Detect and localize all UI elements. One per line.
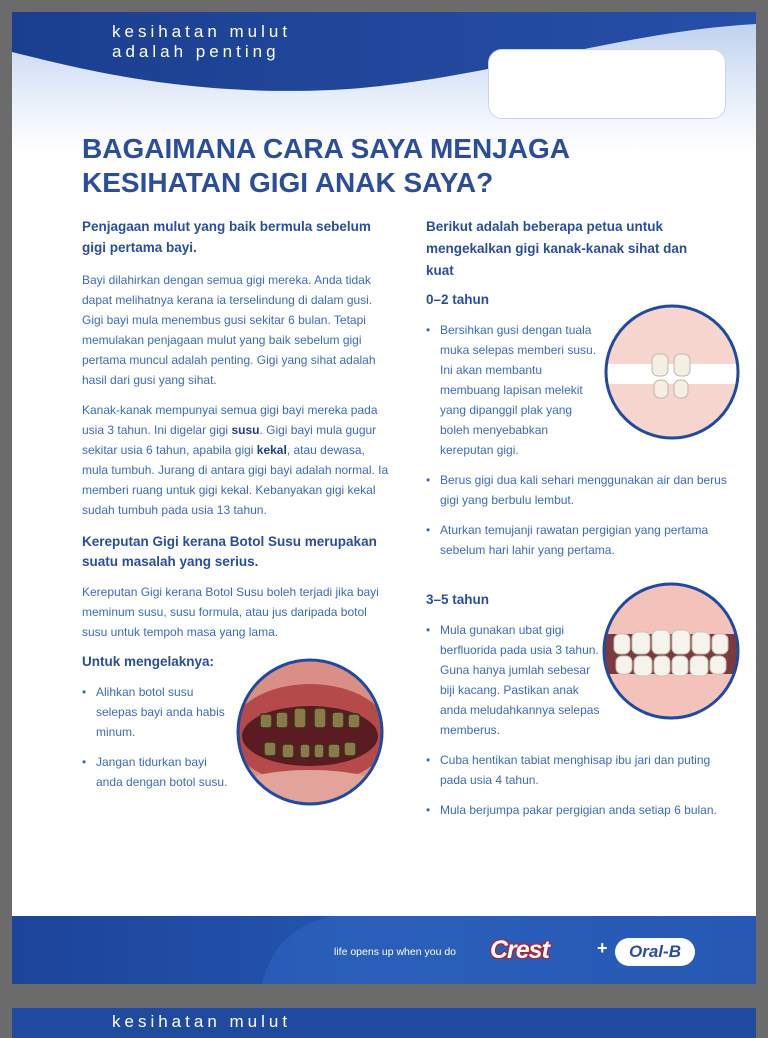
footer-band	[12, 916, 756, 984]
brand-plus: +	[597, 938, 608, 958]
list-item: • Jangan tidurkan bayi anda dengan botol susu.	[82, 752, 232, 792]
paragraph-newborn: Bayi dilahirkan dengan semua gigi mereka. Anda tidak dapat melihatnya kerana ia terselindung di dalam gusi. Gigi bayi mula menembus gusi sekitar 6 bulan. Tetapi memulakan penjagaan mulut yang baik sebelum gigi pertama muncul adalah penting. Gigi yang sihat adalah hasil dari gusi yang sihat.	[82, 273, 376, 387]
next-page-tagline: kesihatan mulut	[112, 1012, 292, 1031]
tagline-line-1: kesihatan mulut	[112, 22, 292, 41]
next-page-header	[12, 1008, 756, 1038]
subhead-bottle-decay: Kereputan Gigi kerana Botol Susu merupakan suatu masalah yang serius.	[82, 534, 377, 569]
paragraph-baby-teeth	[82, 400, 392, 520]
crest-logo: Crest	[490, 936, 549, 964]
list-item: • Alihkan botol susu selepas bayi anda habis minum.	[82, 682, 232, 742]
decayed-teeth-photo	[234, 656, 386, 808]
age-heading-0-2: 0–2 tahun	[426, 292, 490, 307]
paragraph-bottle-decay: Kereputan Gigi kerana Botol Susu boleh terjadi jika bayi meminum susu, susu formula, atau jus daripada botol susu untuk tempoh masa yang lama.	[82, 585, 379, 639]
header-tagline	[112, 22, 291, 62]
list-item: • Cuba hentikan tabiat menghisap ibu jari dan puting pada usia 4 tahun.	[426, 750, 730, 790]
list-item: • Berus gigi dua kali sehari menggunakan air dan berus gigi yang berbulu lembut.	[426, 470, 730, 510]
list-item: • Mula gunakan ubat gigi berfluorida pada usia 3 tahun. Guna hanya jumlah sebesar biji kacang. Pastikan anak anda meludahkannya selepas memberus.	[426, 620, 605, 740]
logo-placeholder-box	[488, 49, 726, 119]
left-lead: Penjagaan mulut yang baik bermula sebelum gigi pertama bayi.	[82, 219, 371, 255]
p2-text-d: , atau dewasa, mula tumbuh. Jurang di antara gigi bayi adalah normal. Ia memberi ruang untuk gigi kekal. Kebanyakan gigi kekal sudah tumbuh pada usia 13 tahun.	[82, 443, 389, 517]
title-line-1: BAGAIMANA CARA SAYA MENJAGA	[82, 133, 570, 164]
title-line-2: KESIHATAN GIGI ANAK SAYA?	[82, 167, 494, 198]
subhead-prevent: Untuk mengelaknya:	[82, 654, 215, 669]
infant-teeth-illustration	[602, 302, 742, 442]
tagline-line-2: adalah penting	[112, 42, 280, 61]
p2-bold-susu: susu	[231, 423, 260, 437]
age-heading-3-5: 3–5 tahun	[426, 592, 490, 607]
p2-text-c: . Gigi bayi mula gugur sekitar usia 6 tahun, apabila gigi	[82, 423, 377, 457]
prevent-list	[82, 682, 232, 792]
footer-slogan: life opens up when you do	[334, 946, 457, 958]
list-item: • Bersihkan gusi dengan tuala muka selepas memberi susu. Ini akan membantu membuang lapisan melekit yang dipanggil plak yang boleh menyebabkan kereputan gigi.	[426, 320, 600, 460]
p2-bold-kekal: kekal	[256, 443, 287, 457]
p2-text-a: Kanak-kanak mempunyai semua gigi bayi mereka pada usia 3 tahun. Ini digelar gigi	[82, 403, 378, 437]
list-item: • Aturkan temujanji rawatan pergigian yang pertama sebelum hari lahir yang pertama.	[426, 520, 730, 560]
toddler-teeth-illustration	[600, 580, 742, 722]
list-item: • Mula berjumpa pakar pergigian anda setiap 6 bulan.	[426, 800, 730, 820]
page-title	[82, 132, 702, 200]
document-page	[12, 12, 756, 984]
oral-b-logo: Oral-B	[615, 938, 695, 966]
right-lead: Berikut adalah beberapa petua untuk mengekalkan gigi kanak-kanak sihat dan kuat	[426, 219, 688, 278]
